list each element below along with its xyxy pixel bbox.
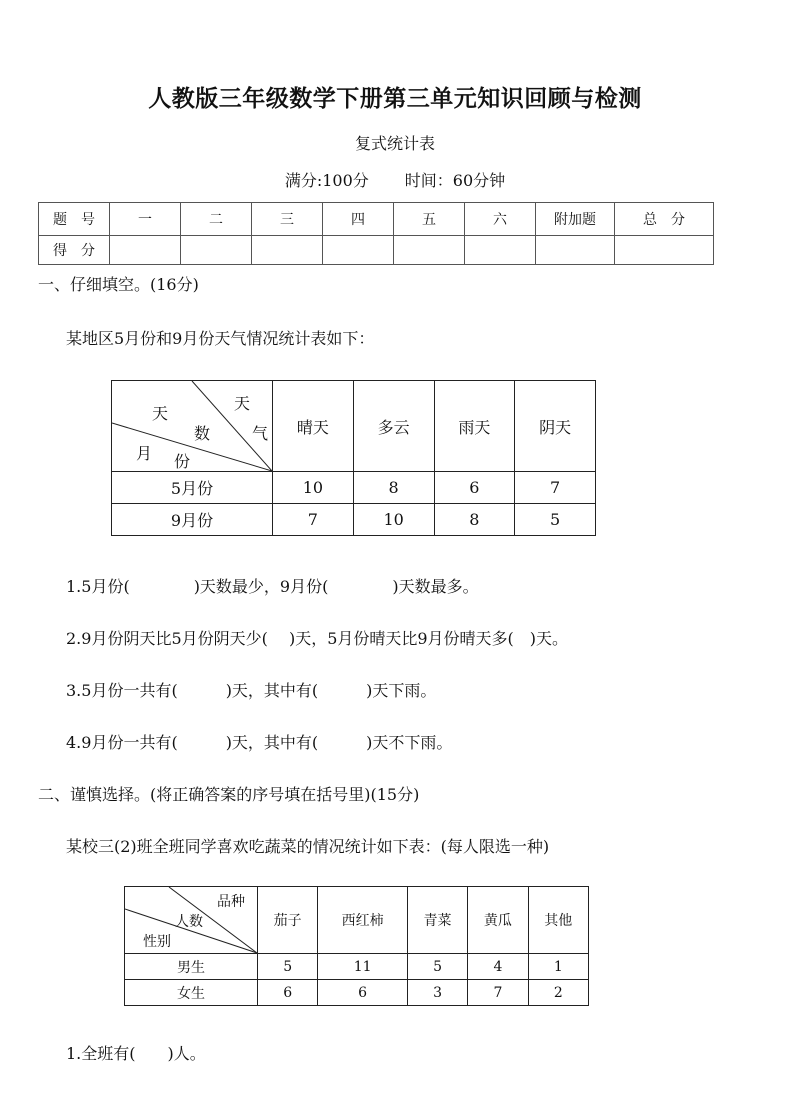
question-2-1: 1.全班有( )人。 — [66, 1044, 206, 1063]
table-cell: 10 — [273, 472, 354, 504]
document-title: 人教版三年级数学下册第三单元知识回顾与检测 — [148, 86, 642, 112]
vegetable-header-cell: 西红柿 — [318, 887, 408, 954]
section2-intro: 某校三(2)班全班同学喜欢吃蔬菜的情况统计如下表：(每人限选一种) — [66, 837, 550, 856]
row-label: 男生 — [125, 954, 258, 980]
table-cell: 2 — [528, 980, 588, 1006]
score-blank-cell[interactable] — [394, 236, 465, 265]
score-blank-cell[interactable] — [110, 236, 181, 265]
weather-header-cell: 阴天 — [515, 381, 596, 472]
question-1-3: 3.5月份一共有( )天，其中有( )天下雨。 — [66, 681, 437, 700]
table-cell: 4 — [468, 954, 528, 980]
table-cell: 3 — [407, 980, 467, 1006]
score-header-cell: 六 — [465, 203, 536, 236]
vegetable-table — [124, 886, 589, 1006]
score-header-cell: 题 号 — [39, 203, 110, 236]
table-cell: 6 — [434, 472, 515, 504]
table-row — [112, 472, 596, 504]
time-label: 时间：60分钟 — [404, 171, 506, 190]
corner-label: 月 — [136, 444, 153, 463]
exam-meta — [0, 168, 790, 191]
section2-heading: 二、谨慎选择。(将正确答案的序号填在括号里)(15分) — [38, 785, 420, 804]
corner-label: 品种 — [217, 894, 245, 910]
table-cell: 8 — [434, 504, 515, 536]
table-cell: 5 — [407, 954, 467, 980]
section1-intro: 某地区5月份和9月份天气情况统计表如下： — [66, 329, 375, 348]
table-cell: 7 — [273, 504, 354, 536]
document-subtitle: 复式统计表 — [354, 134, 435, 153]
score-header-row — [39, 203, 714, 236]
weather-header-cell: 晴天 — [273, 381, 354, 472]
score-header-cell: 一 — [110, 203, 181, 236]
weather-corner-cell — [112, 381, 273, 472]
weather-header-cell: 多云 — [353, 381, 434, 472]
table-cell: 5 — [515, 504, 596, 536]
question-1-1: 1.5月份( )天数最少，9月份( )天数最多。 — [66, 577, 479, 596]
score-header-cell: 附加题 — [536, 203, 615, 236]
vegetable-header-row — [125, 887, 589, 954]
table-cell: 1 — [528, 954, 588, 980]
table-cell: 7 — [515, 472, 596, 504]
table-cell: 7 — [468, 980, 528, 1006]
full-score-label: 满分:100分 — [284, 171, 369, 190]
table-row — [125, 954, 589, 980]
vegetable-header-cell: 青菜 — [407, 887, 467, 954]
table-cell: 8 — [353, 472, 434, 504]
score-blank-cell[interactable] — [181, 236, 252, 265]
table-cell: 6 — [258, 980, 318, 1006]
score-value-row — [39, 236, 714, 265]
score-header-cell: 总 分 — [615, 203, 714, 236]
question-1-4: 4.9月份一共有( )天，其中有( )天不下雨。 — [66, 733, 453, 752]
vegetable-header-cell: 其他 — [528, 887, 588, 954]
vegetable-header-cell: 茄子 — [258, 887, 318, 954]
score-header-cell: 二 — [181, 203, 252, 236]
table-row — [112, 504, 596, 536]
corner-label: 人数 — [175, 914, 203, 930]
weather-header-cell: 雨天 — [434, 381, 515, 472]
score-blank-cell[interactable] — [615, 236, 714, 265]
row-label: 女生 — [125, 980, 258, 1006]
corner-label: 数 — [194, 424, 211, 443]
score-header-cell: 四 — [323, 203, 394, 236]
weather-table — [111, 380, 596, 536]
question-1-2: 2.9月份阴天比5月份阴天少( )天，5月份晴天比9月份晴天多( )天。 — [66, 629, 569, 648]
score-header-cell: 三 — [252, 203, 323, 236]
score-header-cell: 五 — [394, 203, 465, 236]
score-table — [38, 202, 714, 265]
score-blank-cell[interactable] — [536, 236, 615, 265]
score-blank-cell[interactable] — [323, 236, 394, 265]
vegetable-header-cell: 黄瓜 — [468, 887, 528, 954]
row-label: 9月份 — [112, 504, 273, 536]
score-blank-cell[interactable] — [252, 236, 323, 265]
score-row-label: 得 分 — [39, 236, 110, 265]
row-label: 5月份 — [112, 472, 273, 504]
corner-label: 性别 — [143, 934, 171, 950]
table-row — [125, 980, 589, 1006]
table-cell: 6 — [318, 980, 408, 1006]
vegetable-corner-cell — [125, 887, 258, 954]
section1-heading: 一、仔细填空。(16分) — [38, 275, 199, 294]
table-cell: 5 — [258, 954, 318, 980]
score-blank-cell[interactable] — [465, 236, 536, 265]
weather-header-row — [112, 381, 596, 472]
corner-label: 份 — [174, 452, 191, 471]
corner-label: 天 — [234, 394, 251, 413]
corner-label: 天 — [152, 404, 169, 423]
table-cell: 10 — [353, 504, 434, 536]
table-cell: 11 — [318, 954, 408, 980]
corner-label: 气 — [252, 424, 269, 443]
